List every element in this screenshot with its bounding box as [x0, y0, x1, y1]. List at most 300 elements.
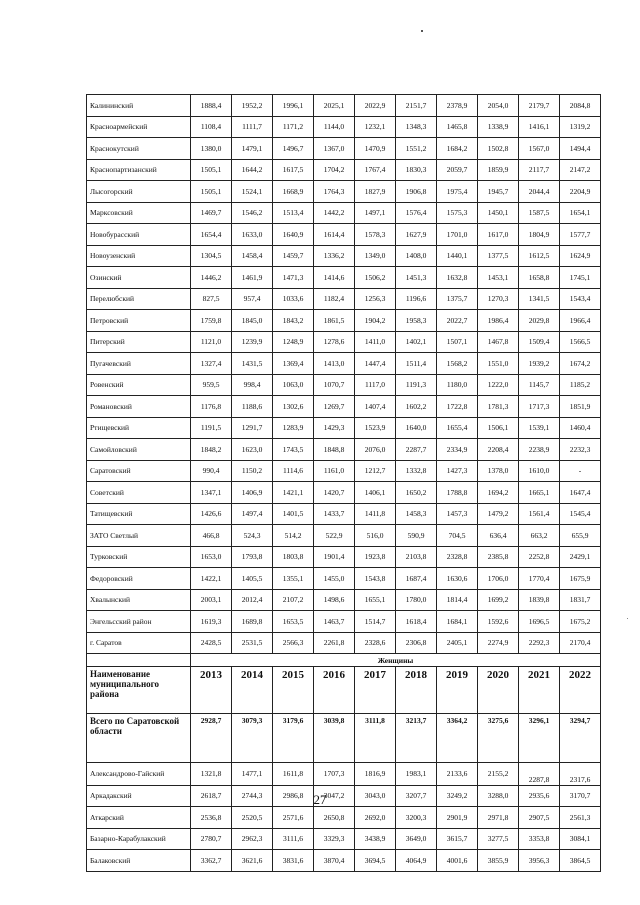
- value-cell: 1743,5: [273, 439, 314, 461]
- value-cell: 1647,4: [560, 482, 601, 504]
- value-cell: 1507,1: [437, 331, 478, 353]
- value-cell: 1463,7: [314, 611, 355, 633]
- value-cell: 1851,9: [560, 396, 601, 418]
- value-cell: 1407,4: [355, 396, 396, 418]
- value-cell: 1479,2: [478, 503, 519, 525]
- header-year: 2017: [355, 667, 396, 714]
- table-body-header: [87, 654, 601, 763]
- value-cell: 1413,0: [314, 353, 355, 375]
- value-cell: 1506,2: [355, 267, 396, 289]
- value-cell: 1291,7: [232, 417, 273, 439]
- table-row: [87, 116, 601, 138]
- value-cell: 1640,0: [396, 417, 437, 439]
- value-cell: 1653,0: [191, 546, 232, 568]
- value-cell: 1355,1: [273, 568, 314, 590]
- value-cell: 1212,7: [355, 460, 396, 482]
- value-cell: 1426,6: [191, 503, 232, 525]
- value-cell: 1406,9: [232, 482, 273, 504]
- district-name: Хвалынский: [87, 589, 191, 611]
- total-cell: 3111,8: [355, 714, 396, 763]
- value-cell: 1986,4: [478, 310, 519, 332]
- value-cell: 1222,0: [478, 374, 519, 396]
- value-cell: 1182,4: [314, 288, 355, 310]
- value-cell: 1780,0: [396, 589, 437, 611]
- value-cell: 1624,9: [560, 245, 601, 267]
- value-cell: 1804,9: [519, 224, 560, 246]
- value-cell: 1319,2: [560, 116, 601, 138]
- value-cell: 1617,5: [273, 159, 314, 181]
- value-cell: 1427,3: [437, 460, 478, 482]
- value-cell: 1414,6: [314, 267, 355, 289]
- value-cell: 3170,7: [560, 785, 601, 807]
- value-cell: 1408,0: [396, 245, 437, 267]
- district-name: Турковский: [87, 546, 191, 568]
- value-cell: 1561,4: [519, 503, 560, 525]
- value-cell: 1523,9: [355, 417, 396, 439]
- value-cell: 524,3: [232, 525, 273, 547]
- value-cell: 1707,3: [314, 763, 355, 786]
- total-cell: 3294,7: [560, 714, 601, 763]
- value-cell: 1674,2: [560, 353, 601, 375]
- table-row: [87, 138, 601, 160]
- value-cell: 1270,3: [478, 288, 519, 310]
- value-cell: 1996,1: [273, 95, 314, 117]
- table-row: [87, 589, 601, 611]
- value-cell: 1576,4: [396, 202, 437, 224]
- value-cell: 4001,6: [437, 850, 478, 872]
- value-cell: 2107,2: [273, 589, 314, 611]
- total-cell: 3179,6: [273, 714, 314, 763]
- value-cell: 1369,4: [273, 353, 314, 375]
- section-empty-cell: [87, 654, 191, 667]
- district-name: Романовский: [87, 396, 191, 418]
- value-cell: 1377,5: [478, 245, 519, 267]
- district-name: Ртищевский: [87, 417, 191, 439]
- value-cell: 1699,2: [478, 589, 519, 611]
- scan-speck: [421, 30, 423, 32]
- value-cell: 1577,7: [560, 224, 601, 246]
- total-cell: 3275,6: [478, 714, 519, 763]
- value-cell: 1843,2: [273, 310, 314, 332]
- total-cell: 3364,2: [437, 714, 478, 763]
- table-row: [87, 353, 601, 375]
- value-cell: -: [560, 460, 601, 482]
- district-name: Балаковский: [87, 850, 191, 872]
- page-number: 27: [313, 792, 327, 807]
- value-cell: 1497,4: [232, 503, 273, 525]
- value-cell: 2076,0: [355, 439, 396, 461]
- value-cell: 1566,5: [560, 331, 601, 353]
- value-cell: 1248,9: [273, 331, 314, 353]
- value-cell: 1505,1: [191, 159, 232, 181]
- header-year: 2014: [232, 667, 273, 714]
- value-cell: 1627,9: [396, 224, 437, 246]
- district-name: Саратовский: [87, 460, 191, 482]
- header-year: 2015: [273, 667, 314, 714]
- value-cell: 1348,3: [396, 116, 437, 138]
- table-row: [87, 611, 601, 633]
- header-year: 2022: [560, 667, 601, 714]
- value-cell: 1336,2: [314, 245, 355, 267]
- value-cell: 2179,7: [519, 95, 560, 117]
- value-cell: 1117,0: [355, 374, 396, 396]
- value-cell: 1196,6: [396, 288, 437, 310]
- district-name: Новоузенский: [87, 245, 191, 267]
- table-row: [87, 482, 601, 504]
- district-name: Калининский: [87, 95, 191, 117]
- value-cell: 1539,1: [519, 417, 560, 439]
- value-cell: 1421,1: [273, 482, 314, 504]
- value-cell: 959,5: [191, 374, 232, 396]
- value-cell: 1587,5: [519, 202, 560, 224]
- value-cell: 2059,7: [437, 159, 478, 181]
- value-cell: 3870,4: [314, 850, 355, 872]
- value-cell: 2971,8: [478, 807, 519, 829]
- value-cell: 2780,7: [191, 828, 232, 850]
- district-name: Пугачевский: [87, 353, 191, 375]
- value-cell: 3353,8: [519, 828, 560, 850]
- value-cell: 1378,0: [478, 460, 519, 482]
- total-cell: 3213,7: [396, 714, 437, 763]
- value-cell: 1459,7: [273, 245, 314, 267]
- value-cell: 514,2: [273, 525, 314, 547]
- value-cell: 1859,9: [478, 159, 519, 181]
- header-name-label: Наименование муниципального района: [87, 667, 191, 714]
- value-cell: 1701,0: [437, 224, 478, 246]
- value-cell: 1658,8: [519, 267, 560, 289]
- value-cell: 1543,4: [560, 288, 601, 310]
- value-cell: 998,4: [232, 374, 273, 396]
- table-row: [87, 632, 601, 654]
- value-cell: 1304,5: [191, 245, 232, 267]
- value-cell: 2025,1: [314, 95, 355, 117]
- value-cell: 3084,1: [560, 828, 601, 850]
- value-cell: 1283,9: [273, 417, 314, 439]
- value-cell: 1144,0: [314, 116, 355, 138]
- district-name: Советский: [87, 482, 191, 504]
- value-cell: 1367,0: [314, 138, 355, 160]
- value-cell: 1458,4: [232, 245, 273, 267]
- value-cell: 2151,7: [396, 95, 437, 117]
- value-cell: 957,4: [232, 288, 273, 310]
- value-cell: 1429,3: [314, 417, 355, 439]
- value-cell: 2536,8: [191, 807, 232, 829]
- value-cell: 2566,3: [273, 632, 314, 654]
- value-cell: 1632,8: [437, 267, 478, 289]
- value-cell: 2117,7: [519, 159, 560, 181]
- value-cell: 2252,8: [519, 546, 560, 568]
- value-cell: 2155,2: [478, 763, 519, 786]
- district-name: Марксовский: [87, 202, 191, 224]
- table-row: [87, 95, 601, 117]
- value-cell: 1952,2: [232, 95, 273, 117]
- value-cell: 1405,5: [232, 568, 273, 590]
- table-row: [87, 807, 601, 829]
- value-cell: 1467,8: [478, 331, 519, 353]
- value-cell: 2022,9: [355, 95, 396, 117]
- table-row: [87, 546, 601, 568]
- value-cell: 1341,5: [519, 288, 560, 310]
- value-cell: 1966,4: [560, 310, 601, 332]
- value-cell: 1623,0: [232, 439, 273, 461]
- value-cell: 466,8: [191, 525, 232, 547]
- value-cell: 1816,9: [355, 763, 396, 786]
- section-label: Женщины: [191, 654, 601, 667]
- value-cell: 1406,1: [355, 482, 396, 504]
- value-cell: 1904,2: [355, 310, 396, 332]
- district-name: Александрово-Гайский: [87, 763, 191, 786]
- value-cell: 2531,5: [232, 632, 273, 654]
- value-cell: 2405,1: [437, 632, 478, 654]
- table-body-bottom: [87, 763, 601, 872]
- value-cell: 1640,9: [273, 224, 314, 246]
- value-cell: 1191,3: [396, 374, 437, 396]
- value-cell: 1575,3: [437, 202, 478, 224]
- value-cell: 990,4: [191, 460, 232, 482]
- value-cell: 1505,1: [191, 181, 232, 203]
- value-cell: 1422,1: [191, 568, 232, 590]
- value-cell: 1839,8: [519, 589, 560, 611]
- value-cell: 1460,4: [560, 417, 601, 439]
- value-cell: 1830,3: [396, 159, 437, 181]
- value-cell: 2238,9: [519, 439, 560, 461]
- value-cell: 2428,5: [191, 632, 232, 654]
- value-cell: 1567,0: [519, 138, 560, 160]
- value-cell: 1455,0: [314, 568, 355, 590]
- header-year: 2019: [437, 667, 478, 714]
- table-row: [87, 568, 601, 590]
- value-cell: 1546,2: [232, 202, 273, 224]
- value-cell: 2618,7: [191, 785, 232, 807]
- statistics-table: [86, 94, 601, 872]
- district-name: Петровский: [87, 310, 191, 332]
- value-cell: 2692,0: [355, 807, 396, 829]
- district-name: Новобурасский: [87, 224, 191, 246]
- value-cell: 3621,6: [232, 850, 273, 872]
- value-cell: 1592,6: [478, 611, 519, 633]
- value-cell: 1568,2: [437, 353, 478, 375]
- value-cell: 3649,0: [396, 828, 437, 850]
- value-cell: 1375,7: [437, 288, 478, 310]
- value-cell: 2744,3: [232, 785, 273, 807]
- value-cell: 1161,0: [314, 460, 355, 482]
- value-cell: 1814,4: [437, 589, 478, 611]
- value-cell: 1704,2: [314, 159, 355, 181]
- value-cell: 3288,0: [478, 785, 519, 807]
- value-cell: 1845,0: [232, 310, 273, 332]
- table-row: [87, 503, 601, 525]
- value-cell: 1411,0: [355, 331, 396, 353]
- header-year: 2016: [314, 667, 355, 714]
- value-cell: 4064,9: [396, 850, 437, 872]
- value-cell: 2170,4: [560, 632, 601, 654]
- value-cell: 1888,4: [191, 95, 232, 117]
- value-cell: 3047,2: [314, 785, 355, 807]
- value-cell: 1302,6: [273, 396, 314, 418]
- value-cell: 1477,1: [232, 763, 273, 786]
- header-year: 2020: [478, 667, 519, 714]
- table-row: [87, 288, 601, 310]
- value-cell: 1827,9: [355, 181, 396, 203]
- table-row: [87, 763, 601, 786]
- district-name: Федоровский: [87, 568, 191, 590]
- value-cell: 1494,4: [560, 138, 601, 160]
- value-cell: 2287,7: [396, 439, 437, 461]
- value-cell: 1497,1: [355, 202, 396, 224]
- value-cell: 1191,5: [191, 417, 232, 439]
- value-cell: 1684,2: [437, 138, 478, 160]
- district-name: Перелюбский: [87, 288, 191, 310]
- value-cell: 1958,3: [396, 310, 437, 332]
- value-cell: 1689,8: [232, 611, 273, 633]
- value-cell: 1610,0: [519, 460, 560, 482]
- value-cell: 2306,8: [396, 632, 437, 654]
- value-cell: 1269,7: [314, 396, 355, 418]
- table-row: [87, 245, 601, 267]
- value-cell: 2334,9: [437, 439, 478, 461]
- district-name: Красноармейский: [87, 116, 191, 138]
- table-row: [87, 374, 601, 396]
- value-cell: 1453,1: [478, 267, 519, 289]
- value-cell: 1506,1: [478, 417, 519, 439]
- value-cell: 3043,0: [355, 785, 396, 807]
- value-cell: 1063,0: [273, 374, 314, 396]
- value-cell: 1111,7: [232, 116, 273, 138]
- value-cell: 1654,1: [560, 202, 601, 224]
- value-cell: 1188,6: [232, 396, 273, 418]
- value-cell: 3438,9: [355, 828, 396, 850]
- value-cell: 1502,8: [478, 138, 519, 160]
- value-cell: 1612,5: [519, 245, 560, 267]
- table-row: [87, 224, 601, 246]
- value-cell: 2103,8: [396, 546, 437, 568]
- header-year: 2018: [396, 667, 437, 714]
- value-cell: 1524,1: [232, 181, 273, 203]
- value-cell: 1416,1: [519, 116, 560, 138]
- header-year: 2013: [191, 667, 232, 714]
- district-name: Аткарский: [87, 807, 191, 829]
- value-cell: 1848,2: [191, 439, 232, 461]
- value-cell: 2385,8: [478, 546, 519, 568]
- table-row: [87, 525, 601, 547]
- table-row: [87, 310, 601, 332]
- value-cell: 1602,2: [396, 396, 437, 418]
- value-cell: 1402,1: [396, 331, 437, 353]
- value-cell: 1514,7: [355, 611, 396, 633]
- table-row: [87, 202, 601, 224]
- district-name: Энгельсский район: [87, 611, 191, 633]
- value-cell: 1114,6: [273, 460, 314, 482]
- value-cell: 1509,4: [519, 331, 560, 353]
- district-name: Базарно-Карабулакский: [87, 828, 191, 850]
- value-cell: 1180,0: [437, 374, 478, 396]
- district-name: г. Саратов: [87, 632, 191, 654]
- section-row: [87, 654, 601, 667]
- value-cell: 2328,6: [355, 632, 396, 654]
- value-cell: 1458,3: [396, 503, 437, 525]
- district-name: Питерский: [87, 331, 191, 353]
- value-cell: 1551,0: [478, 353, 519, 375]
- value-cell: 1655,4: [437, 417, 478, 439]
- value-cell: 1644,2: [232, 159, 273, 181]
- value-cell: 1401,5: [273, 503, 314, 525]
- value-cell: 1770,4: [519, 568, 560, 590]
- value-cell: 1861,5: [314, 310, 355, 332]
- value-cell: 1706,0: [478, 568, 519, 590]
- value-cell: 1694,2: [478, 482, 519, 504]
- value-cell: 2986,8: [273, 785, 314, 807]
- value-cell: 1684,1: [437, 611, 478, 633]
- value-cell: 1983,1: [396, 763, 437, 786]
- header-row: [87, 667, 601, 714]
- value-cell: 1411,8: [355, 503, 396, 525]
- value-cell: 1665,1: [519, 482, 560, 504]
- value-cell: 1347,1: [191, 482, 232, 504]
- value-cell: 1655,1: [355, 589, 396, 611]
- value-cell: 1901,4: [314, 546, 355, 568]
- value-cell: 2292,3: [519, 632, 560, 654]
- value-cell: 2328,8: [437, 546, 478, 568]
- scan-mark: [627, 618, 628, 619]
- value-cell: 1848,8: [314, 439, 355, 461]
- value-cell: 1906,8: [396, 181, 437, 203]
- value-cell: 2261,8: [314, 632, 355, 654]
- table-row: [87, 396, 601, 418]
- table-row: [87, 828, 601, 850]
- value-cell: 2003,1: [191, 589, 232, 611]
- value-cell: 2520,5: [232, 807, 273, 829]
- value-cell: 1070,7: [314, 374, 355, 396]
- value-cell: 1349,0: [355, 245, 396, 267]
- value-cell: 2208,4: [478, 439, 519, 461]
- value-cell: 1781,3: [478, 396, 519, 418]
- value-cell: 1543,8: [355, 568, 396, 590]
- value-cell: 516,0: [355, 525, 396, 547]
- table-row: [87, 159, 601, 181]
- table-row: [87, 850, 601, 872]
- value-cell: 1675,2: [560, 611, 601, 633]
- value-cell: 1619,3: [191, 611, 232, 633]
- value-cell: 1764,3: [314, 181, 355, 203]
- value-cell: 1975,4: [437, 181, 478, 203]
- value-cell: 1171,2: [273, 116, 314, 138]
- value-cell: 1239,9: [232, 331, 273, 353]
- value-cell: 1185,2: [560, 374, 601, 396]
- value-cell: 1630,6: [437, 568, 478, 590]
- value-cell: 1545,4: [560, 503, 601, 525]
- value-cell: 2133,6: [437, 763, 478, 786]
- value-cell: 2317,6: [560, 763, 601, 786]
- total-cell: 2928,7: [191, 714, 232, 763]
- value-cell: 1696,5: [519, 611, 560, 633]
- value-cell: 1451,3: [396, 267, 437, 289]
- value-cell: 1722,8: [437, 396, 478, 418]
- value-cell: 522,9: [314, 525, 355, 547]
- value-cell: 3207,7: [396, 785, 437, 807]
- value-cell: 1332,8: [396, 460, 437, 482]
- total-cell: 3296,1: [519, 714, 560, 763]
- value-cell: 1327,4: [191, 353, 232, 375]
- value-cell: 1496,7: [273, 138, 314, 160]
- district-name: Татищевский: [87, 503, 191, 525]
- value-cell: 2901,9: [437, 807, 478, 829]
- district-name: Самойловский: [87, 439, 191, 461]
- total-row-name: Всего по Саратовской области: [87, 714, 191, 763]
- value-cell: 3249,2: [437, 785, 478, 807]
- value-cell: 1654,4: [191, 224, 232, 246]
- value-cell: 2571,6: [273, 807, 314, 829]
- value-cell: 2378,9: [437, 95, 478, 117]
